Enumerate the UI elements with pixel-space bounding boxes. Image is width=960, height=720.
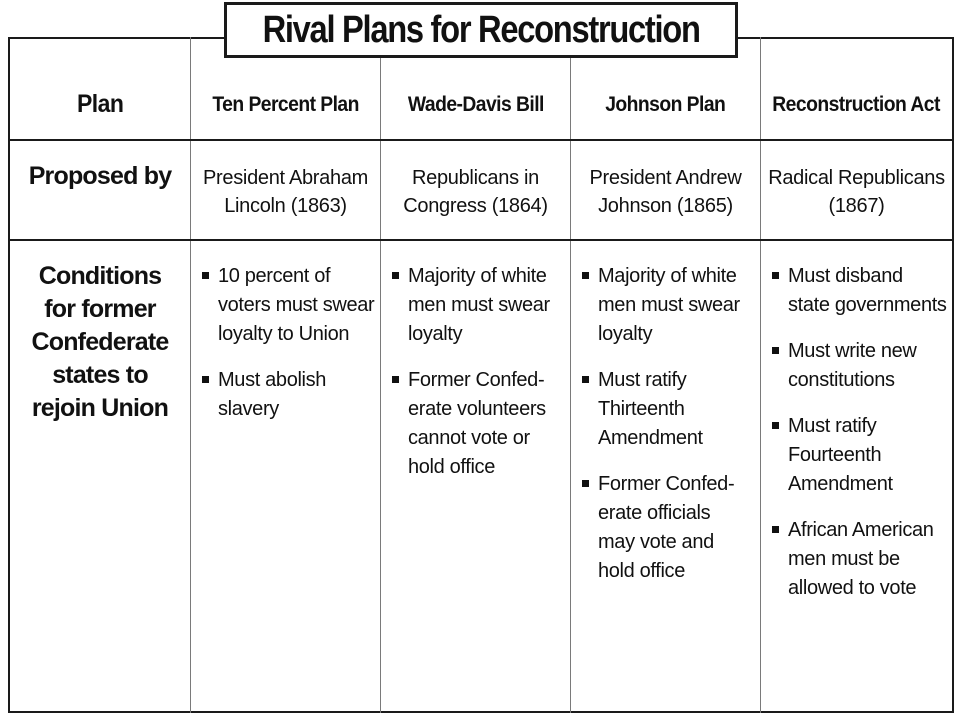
condition-line: Must disband [788,265,903,287]
condition-line: Fourteenth [788,444,882,466]
condition-line: men must swear [408,294,550,316]
row-label-line: rejoin Union [31,394,169,422]
condition-item [198,366,378,424]
conditions-reconstruction-act [768,262,952,620]
condition-line: men must swear [598,294,740,316]
column-header: Ten Percent Plan [212,92,359,116]
condition-item [768,262,952,320]
condition-line: Former Confed- [598,473,735,495]
bullet-icon [392,376,399,383]
row-label-text: Proposed by [28,162,172,190]
condition-list [388,262,568,499]
condition-line: Must abolish [218,369,327,391]
condition-line: Must ratify [788,415,877,437]
title-box [224,2,738,58]
condition-item [578,262,758,349]
condition-item [388,366,568,482]
bullet-icon [202,376,209,383]
condition-line: allowed to vote [788,577,917,599]
condition-line: loyalty [598,323,653,345]
row-label-line: Conditions [38,262,162,290]
conditions-johnson-plan [578,262,758,603]
condition-line: erate volunteers [408,398,546,420]
cell-line: Johnson (1865) [598,195,733,217]
bullet-icon [582,272,589,279]
header-cell-johnson-plan [571,70,760,139]
header-cell-plan [10,70,190,139]
conditions-wade-davis-bill [388,262,568,499]
bullet-icon [202,272,209,279]
condition-line: hold office [408,456,495,478]
header-cell-reconstruction-act [761,70,952,139]
condition-line: may vote and [598,531,714,553]
proposed-by-wade-davis-bill [381,164,570,220]
condition-line: Amendment [788,473,893,495]
bullet-icon [772,526,779,533]
bullet-icon [772,347,779,354]
cell-line: President Abraham [203,167,368,189]
bullet-icon [392,272,399,279]
condition-line: African American [788,519,934,541]
proposed-by-johnson-plan [571,164,760,220]
condition-line: constitutions [788,369,895,391]
condition-line: slavery [218,398,279,420]
condition-line: voters must swear [218,294,375,316]
condition-item [198,262,378,349]
condition-item [768,412,952,499]
condition-item [768,516,952,603]
condition-list [578,262,758,603]
row-label-line: for former [44,295,156,323]
header-cell-ten-percent-plan [191,70,380,139]
condition-item [388,262,568,349]
condition-line: Thirteenth [598,398,685,420]
condition-line: Former Confed- [408,369,545,391]
condition-line: hold office [598,560,685,582]
column-header: Reconstruction Act [772,92,941,116]
bullet-icon [582,376,589,383]
cell-line: Congress (1864) [403,195,548,217]
cell-line: President Andrew [589,167,742,189]
condition-line: Must write new [788,340,917,362]
row-divider [8,239,954,241]
condition-list [768,262,952,620]
row-divider [8,139,954,141]
row-label-line: Confederate [31,328,169,356]
condition-item [578,366,758,453]
proposed-by-ten-percent-plan [191,164,380,220]
cell-line: (1867) [828,195,885,217]
bullet-icon [772,422,779,429]
condition-line: Amendment [598,427,703,449]
condition-list [198,262,378,441]
condition-line: erate officials [598,502,711,524]
condition-line: cannot vote or [408,427,530,449]
column-header: Wade-Davis Bill [407,92,544,116]
row-label-proposed-by [10,160,190,193]
bullet-icon [582,480,589,487]
row-label-line: states to [52,361,148,389]
condition-line: state governments [788,294,947,316]
cell-line: Lincoln (1863) [224,195,347,217]
header-cell-wade-davis-bill [381,70,570,139]
cell-line: Republicans in [412,167,539,189]
condition-line: loyalty to Union [218,323,350,345]
column-header: Johnson Plan [605,92,726,116]
header-label-plan: Plan [76,90,124,118]
conditions-ten-percent-plan [198,262,378,441]
condition-line: Majority of white [598,265,737,287]
condition-line: loyalty [408,323,463,345]
row-label-conditions [10,260,190,425]
condition-line: Must ratify [598,369,687,391]
condition-line: 10 percent of [218,265,331,287]
bullet-icon [772,272,779,279]
condition-item [578,470,758,586]
condition-line: men must be [788,548,900,570]
page-title: Rival Plans for Reconstruction [262,8,700,51]
cell-line: Radical Republicans [768,167,945,189]
condition-item [768,337,952,395]
condition-line: Majority of white [408,265,547,287]
proposed-by-reconstruction-act [761,164,952,220]
